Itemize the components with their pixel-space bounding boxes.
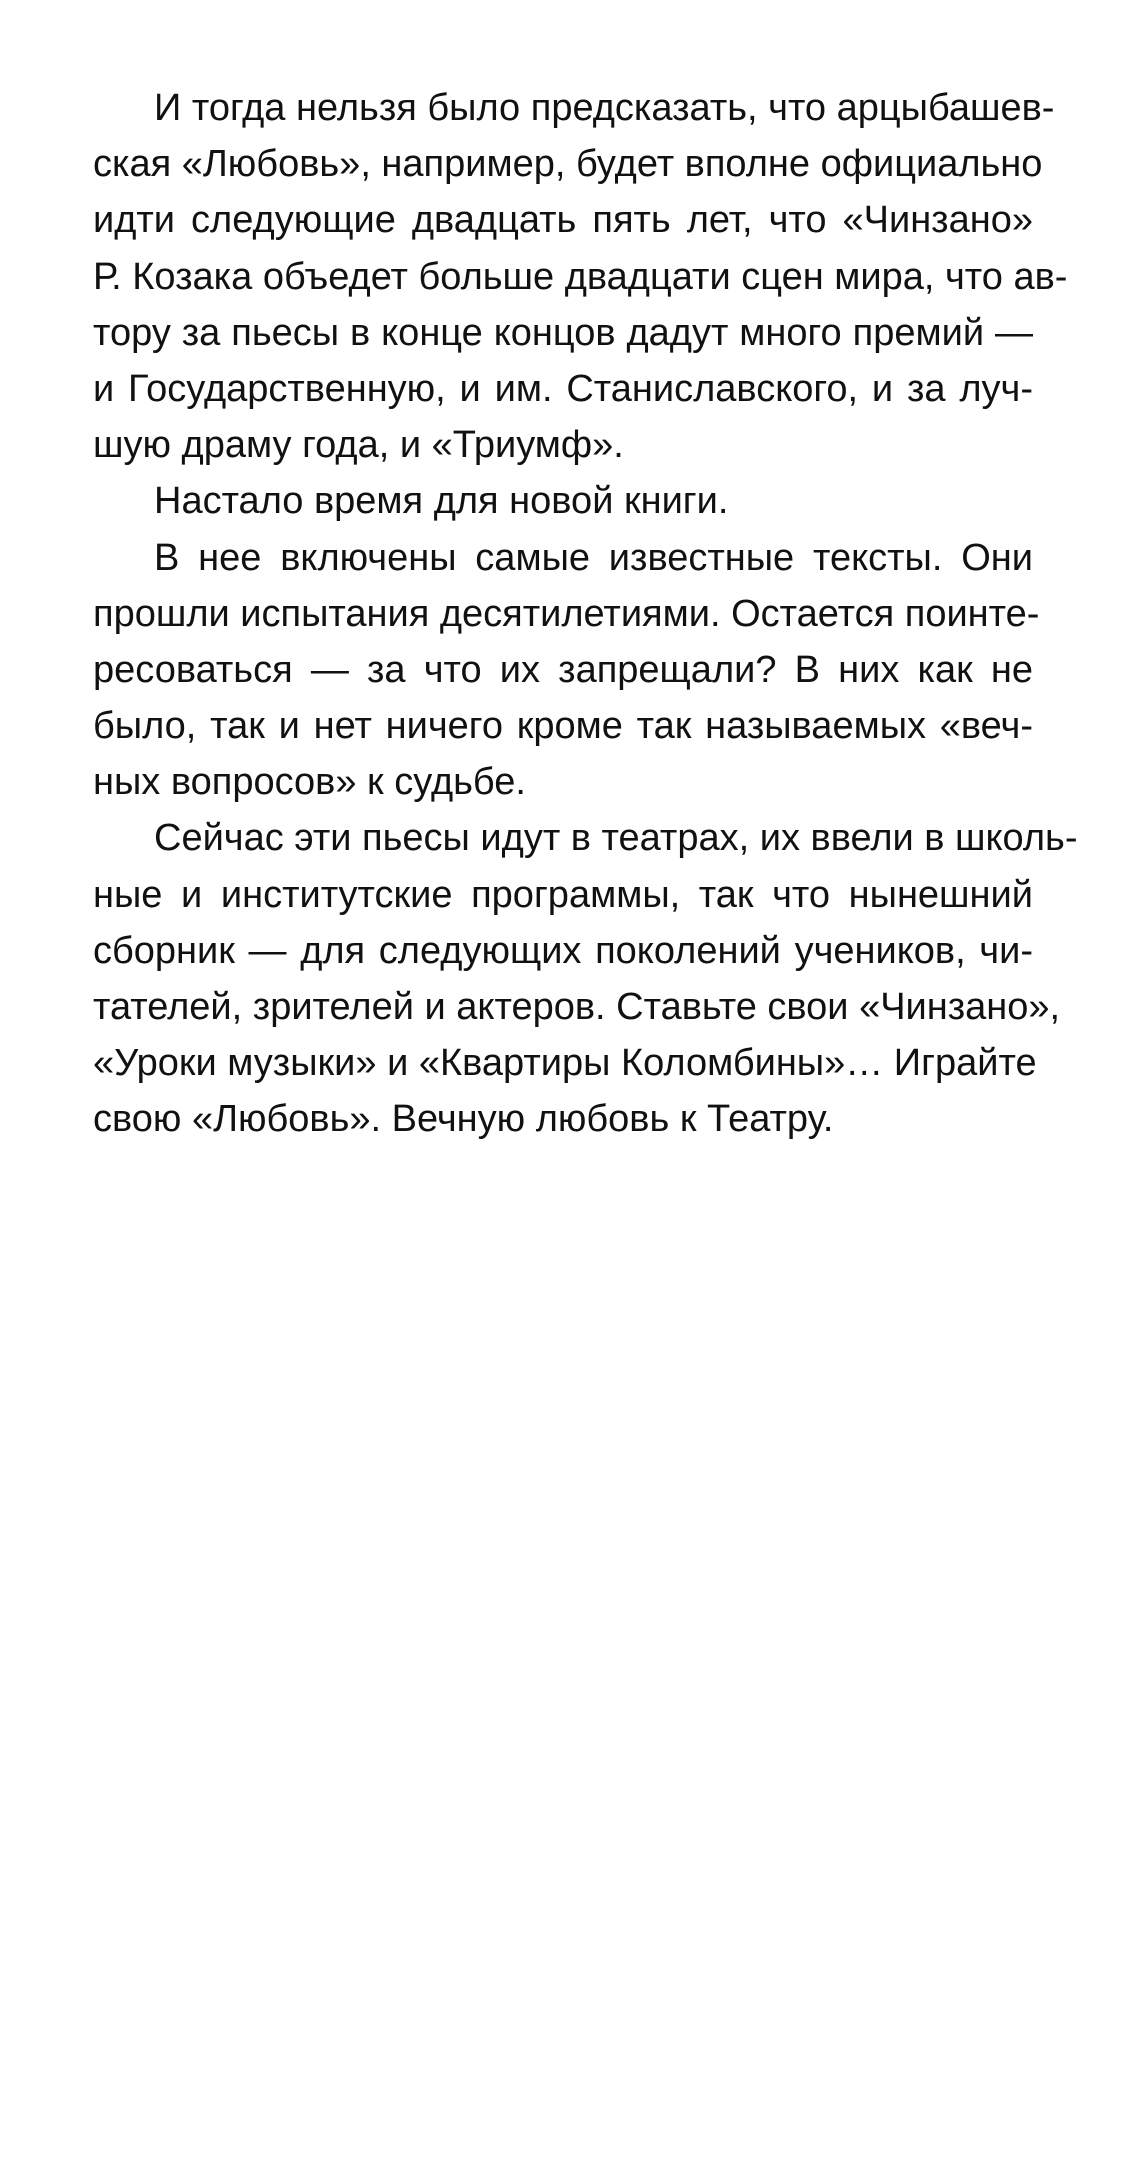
paragraph-1-line-3: идти следующие двадцать пять лет, что «Чинзано» bbox=[93, 199, 1033, 242]
paragraph-1-line-7: шую драму года, и «Триумф». bbox=[93, 424, 624, 467]
paragraph-1-line-5: тору за пьесы в конце концов дадут много премий — bbox=[93, 311, 1033, 354]
paragraph-3-line-3: ресоваться — за что их запрещали? В них как не bbox=[93, 648, 1033, 691]
paragraph-4-line-2: ные и институтские программы, так что нынешний bbox=[93, 873, 1033, 916]
paragraph-4-line-6: свою «Любовь». Вечную любовь к Театру. bbox=[93, 1098, 834, 1141]
paragraph-1-line-1: И тогда нельзя было предсказать, что арцыбашев- bbox=[154, 87, 1055, 129]
paragraph-1-line-4: Р. Козака объедет больше двадцати сцен мира, что ав- bbox=[93, 255, 1068, 298]
paragraph-3-line-1: В нее включены самые известные тексты. Они bbox=[154, 536, 1033, 579]
paragraph-3-line-2: прошли испытания десятилетиями. Остается поинте- bbox=[93, 592, 1040, 635]
paragraph-2-line-1: Настало время для новой книги. bbox=[154, 480, 729, 523]
paragraph-3-line-5: ных вопросов» к судьбе. bbox=[93, 761, 526, 804]
paragraph-4-line-1: Сейчас эти пьесы идут в театрах, их ввели в школь- bbox=[154, 817, 1078, 860]
paragraph-1-line-2: ская «Любовь», например, будет вполне официально bbox=[93, 143, 1043, 186]
paragraph-1-line-6: и Государственную, и им. Станиславского, и за луч- bbox=[93, 367, 1033, 410]
paragraph-4-line-5: «Уроки музыки» и «Квартиры Коломбины»… Играйте bbox=[93, 1042, 1037, 1085]
paragraph-4-line-4: тателей, зрителей и актеров. Ставьте свои «Чинзано», bbox=[93, 986, 1061, 1028]
paragraph-3-line-4: было, так и нет ничего кроме так называемых «веч- bbox=[93, 705, 1033, 748]
paragraph-4-line-3: сборник — для следующих поколений учеников, чи- bbox=[93, 929, 1033, 972]
body-text bbox=[93, 80, 1078, 1148]
